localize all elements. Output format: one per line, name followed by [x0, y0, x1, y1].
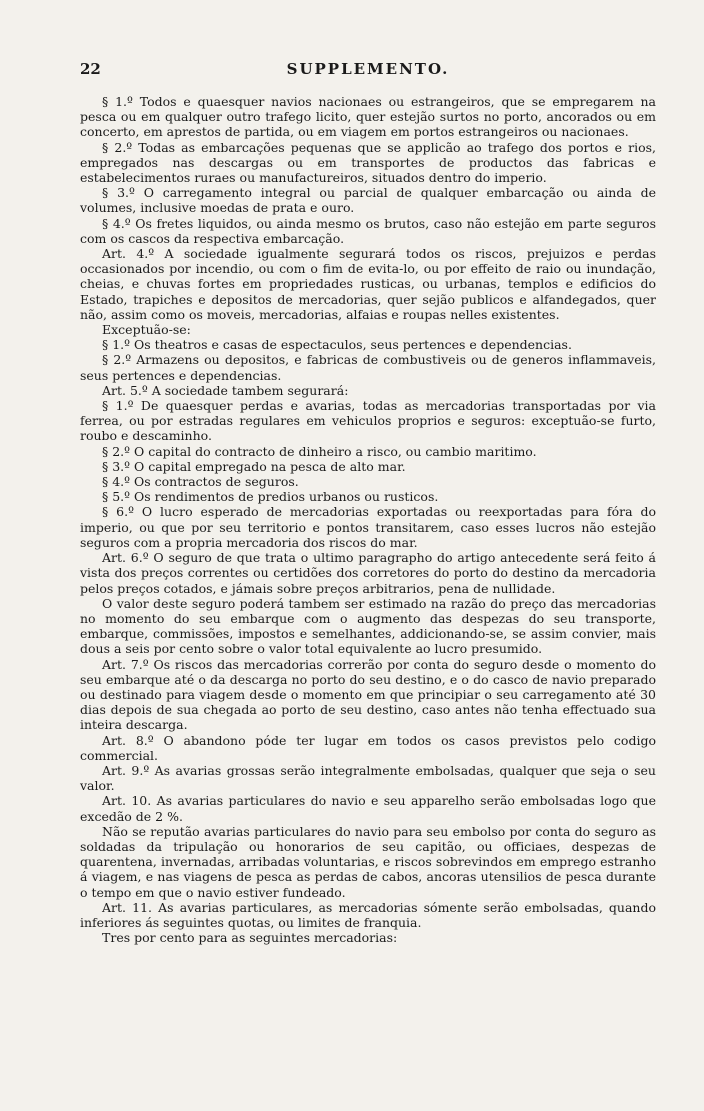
- paragraph: Art. 9.º As avarias grossas serão integralmente embolsadas, qualquer que seja o seu valor.: [80, 762, 656, 794]
- paragraph: § 3.º O carregamento integral ou parcial de qualquer embarcação ou ainda de volumes, inclusive moedas de prata e ouro.: [80, 185, 656, 216]
- paragraph: § 2.º Armazens ou depositos, e fabricas de combustiveis ou de generos inflammaveis, seus pertences e dependencias.: [80, 352, 656, 383]
- paragraph: Art. 5.º A sociedade tambem segurará:: [102, 382, 349, 398]
- paragraph: § 5.º Os rendimentos de predios urbanos ou rusticos.: [102, 489, 439, 505]
- running-title: SUPPLEMENTO.: [286, 60, 450, 78]
- paragraph: Art. 6.º O seguro de que trata o ultimo paragrapho do artigo antecedente será feito á vista dos preços correntes ou certidões dos corretores do porto do destino da mercadoria pelos preços cotados, e jámais sobre preços arbitrarios, pena de nullidade.: [80, 550, 656, 596]
- paragraph: § 4.º Os contractos de seguros.: [102, 474, 299, 490]
- paragraph: Art. 4.º A sociedade igualmente segurará todos os riscos, prejuizos e perdas occasionados por incendio, ou com o fim de evita-lo, ou por effeito de raio ou inundação, cheias, e chuvas fortes em propriedades rusticas, ou urbanas, templos e edificios do Estado, trapiches e depositos de mercadorias, quer sejão publicos e alfandegados, quer não, assim como os moveis, mercadorias, alfaias e roupas nelles existentes.: [80, 246, 656, 322]
- paragraph: Não se reputão avarias particulares do navio para seu embolso por conta do seguro as soldadas da tripulação ou honorarios de seu capitão, ou officiaes, despezas de quarentena, invernadas, arribadas voluntarias, e riscos sobrevindos em emprego estranho á viagem, e nas viagens de pesca as perdas de cabos, ancoras utensilios de pesca durante o tempo em que o navio estiver fundeado.: [80, 823, 656, 900]
- paragraph: § 1.º De quaesquer perdas e avarias, todas as mercadorias transportadas por via ferrea, ou por estradas regulares em vehiculos proprios e seguros: exceptuão-se furto, roubo e descaminho.: [80, 398, 656, 444]
- paragraph: Tres por cento para as seguintes mercadorias:: [102, 930, 398, 946]
- page-header: [80, 60, 656, 86]
- paragraph: Exceptuão-se:: [102, 322, 191, 338]
- paragraph: § 2.º O capital do contracto de dinheiro a risco, ou cambio maritimo.: [102, 443, 537, 459]
- document-body: [80, 94, 656, 945]
- paragraph: § 2.º Todas as embarcações pequenas que se applicão ao trafego dos portos e rios, empregados nas descargas ou em transportes de productos das fabricas e estabelecimentos ruraes ou manufactureiros, situados dentro do imperio.: [80, 139, 656, 186]
- paragraph: O valor deste seguro poderá tambem ser estimado na razão do preço das mercadorias no momento do seu embarque com o augmento das despezas do seu transporte, embarque, commissões, impostos e semelhantes, addicionando-se, se assim convier, mais dous a seis por cento sobre o valor total equivalente ao lucro presumido.: [80, 595, 656, 657]
- paragraph: Art. 8.º O abandono póde ter lugar em todos os casos previstos pelo codigo commercial.: [80, 732, 656, 763]
- paragraph: § 1.º Todos e quaesquer navios nacionaes ou estrangeiros, que se empregarem na pesca ou em qualquer outro trafego licito, quer estejão surtos no porto, ancorados ou em concerto, em aprestos de partida, ou em viagem em portos estrangeiros ou nacionaes.: [80, 94, 656, 140]
- paragraph: § 3.º O capital empregado na pesca de alto mar.: [102, 458, 406, 474]
- page-number: 22: [80, 60, 101, 78]
- paragraph: § 1.º Os theatros e casas de espectaculos, seus pertences e dependencias.: [102, 337, 572, 353]
- paragraph: Art. 11. As avarias particulares, as mercadorias sómente serão embolsadas, quando inferiores ás seguintes quotas, ou limites de franquia.: [80, 899, 656, 930]
- paragraph: Art. 10. As avarias particulares do navio e seu apparelho serão embolsadas logo que excedão de 2 %.: [80, 793, 656, 824]
- paragraph: § 6.º O lucro esperado de mercadorias exportadas ou reexportadas para fóra do imperio, ou que por seu territorio e pontos transitarem, caso esses lucros não estejão seguros com a propria mercadoria dos riscos do mar.: [80, 504, 656, 550]
- paragraph: § 4.º Os fretes liquidos, ou ainda mesmo os brutos, caso não estejão em parte seguros com os cascos da respectiva embarcação.: [80, 215, 656, 246]
- paragraph: Art. 7.º Os riscos das mercadorias correrão por conta do seguro desde o momento do seu embarque até o da descarga no porto do seu destino, e o do casco de navio preparado ou destinado para viagem desde o momento em que principiar o seu carregamento até 30 dias depois de sua chegada ao porto de seu destino, caso antes não tenha effectuado sua inteira descarga.: [80, 656, 656, 733]
